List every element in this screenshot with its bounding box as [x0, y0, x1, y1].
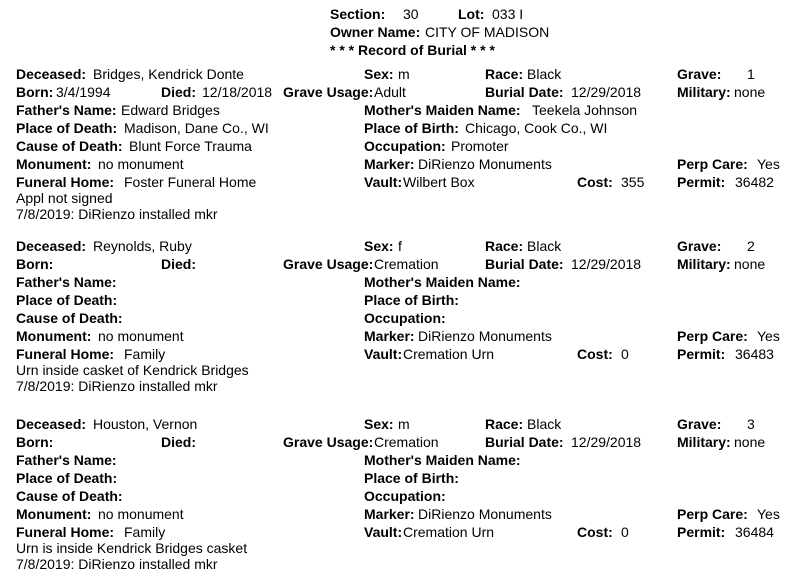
- place-of-birth-value: Chicago, Cook Co., WI: [465, 120, 608, 136]
- record-note-install: 7/8/2019: DiRienzo installed mkr: [16, 378, 218, 394]
- race-value: Black: [527, 66, 562, 82]
- perp-care-label: Perp Care:: [677, 156, 748, 172]
- born-label: Born:: [16, 256, 54, 272]
- grave-value: 1: [747, 66, 755, 82]
- place-of-death-label: Place of Death:: [16, 470, 118, 486]
- section-label: Section:: [330, 6, 386, 22]
- permit-label: Permit:: [677, 346, 726, 362]
- place-of-death-value: Madison, Dane Co., WI: [124, 120, 269, 136]
- grave-usage-value: Cremation: [374, 434, 439, 450]
- deceased-label: Deceased:: [16, 238, 87, 254]
- cost-label: Cost:: [577, 174, 613, 190]
- race-value: Black: [527, 416, 562, 432]
- fathers-name-label: Father's Name:: [16, 102, 117, 118]
- mothers-maiden-name-label: Mother's Maiden Name:: [364, 452, 521, 468]
- grave-usage-value: Adult: [374, 84, 406, 100]
- born-label: Born:: [16, 434, 54, 450]
- vault-label: Vault:: [364, 524, 403, 540]
- permit-label: Permit:: [677, 174, 726, 190]
- sex-value: m: [398, 416, 410, 432]
- mothers-maiden-name-label: Mother's Maiden Name:: [364, 102, 521, 118]
- monument-label: Monument:: [16, 328, 92, 344]
- occupation-label: Occupation:: [364, 310, 446, 326]
- burial-date-label: Burial Date:: [485, 84, 564, 100]
- burial-date-value: 12/29/2018: [571, 84, 641, 100]
- marker-value: DiRienzo Monuments: [418, 506, 552, 522]
- occupation-label: Occupation:: [364, 488, 446, 504]
- sex-value: f: [398, 238, 402, 254]
- marker-label: Marker:: [364, 506, 415, 522]
- grave-value: 2: [747, 238, 755, 254]
- cost-value: 355: [621, 174, 645, 190]
- perp-care-value: Yes: [757, 506, 780, 522]
- vault-label: Vault:: [364, 346, 403, 362]
- cost-value: 0: [621, 524, 629, 540]
- place-of-birth-label: Place of Birth:: [364, 120, 459, 136]
- sex-value: m: [398, 66, 410, 82]
- permit-value: 36483: [735, 346, 774, 362]
- funeral-home-label: Funeral Home:: [16, 174, 115, 190]
- mothers-maiden-name-label: Mother's Maiden Name:: [364, 274, 521, 290]
- military-value: none: [734, 84, 766, 100]
- owner-name-label: Owner Name:: [330, 24, 421, 40]
- cause-of-death-label: Cause of Death:: [16, 310, 123, 326]
- place-of-death-label: Place of Death:: [16, 120, 118, 136]
- occupation-value: Promoter: [451, 138, 509, 154]
- monument-value: no monument: [98, 156, 184, 172]
- military-value: none: [734, 434, 766, 450]
- place-of-birth-label: Place of Birth:: [364, 292, 459, 308]
- race-value: Black: [527, 238, 562, 254]
- grave-label: Grave:: [677, 66, 722, 82]
- burial-record: [0, 66, 800, 226]
- marker-label: Marker:: [364, 156, 415, 172]
- vault-value: Wilbert Box: [403, 174, 475, 190]
- cause-of-death-label: Cause of Death:: [16, 138, 123, 154]
- grave-usage-label: Grave Usage:: [283, 434, 374, 450]
- vault-value: Cremation Urn: [403, 524, 495, 540]
- marker-label: Marker:: [364, 328, 415, 344]
- permit-value: 36482: [735, 174, 774, 190]
- sex-label: Sex:: [364, 238, 394, 254]
- record-note: Appl not signed: [16, 190, 113, 206]
- deceased-value: Reynolds, Ruby: [93, 238, 192, 254]
- born-value: 3/4/1994: [56, 84, 111, 100]
- grave-usage-value: Cremation: [374, 256, 439, 272]
- mothers-maiden-name-value: Teekela Johnson: [532, 102, 638, 118]
- fathers-name-label: Father's Name:: [16, 274, 117, 290]
- grave-usage-label: Grave Usage:: [283, 84, 374, 100]
- died-value: 12/18/2018: [202, 84, 273, 100]
- perp-care-value: Yes: [757, 328, 780, 344]
- funeral-home-label: Funeral Home:: [16, 346, 115, 362]
- burial-record: [0, 238, 800, 398]
- monument-value: no monument: [98, 506, 184, 522]
- occupation-label: Occupation:: [364, 138, 446, 154]
- deceased-label: Deceased:: [16, 416, 87, 432]
- owner-name-value: CITY OF MADISON: [425, 24, 550, 40]
- record-note: Urn inside casket of Kendrick Bridges: [16, 362, 249, 378]
- monument-label: Monument:: [16, 506, 92, 522]
- race-label: Race:: [485, 238, 524, 254]
- monument-label: Monument:: [16, 156, 92, 172]
- record-note-install: 7/8/2019: DiRienzo installed mkr: [16, 556, 218, 572]
- died-label: Died:: [161, 84, 196, 100]
- lot-label: Lot:: [458, 6, 485, 22]
- section-value: 30: [403, 6, 419, 22]
- race-label: Race:: [485, 66, 524, 82]
- marker-value: DiRienzo Monuments: [418, 156, 552, 172]
- deceased-value: Houston, Vernon: [93, 416, 198, 432]
- monument-value: no monument: [98, 328, 184, 344]
- place-of-birth-label: Place of Birth:: [364, 470, 459, 486]
- funeral-home-label: Funeral Home:: [16, 524, 115, 540]
- deceased-value: Bridges, Kendrick Donte: [93, 66, 244, 82]
- record-note: Urn is inside Kendrick Bridges casket: [16, 540, 248, 556]
- lot-value: 033 I: [492, 6, 524, 22]
- deceased-label: Deceased:: [16, 66, 87, 82]
- fathers-name-label: Father's Name:: [16, 452, 117, 468]
- grave-value: 3: [747, 416, 755, 432]
- burial-date-value: 12/29/2018: [571, 434, 641, 450]
- marker-value: DiRienzo Monuments: [418, 328, 552, 344]
- military-label: Military:: [677, 434, 731, 450]
- perp-care-label: Perp Care:: [677, 328, 748, 344]
- record-title: * * * Record of Burial * * *: [330, 42, 495, 58]
- funeral-home-value: Family: [124, 524, 166, 540]
- sex-label: Sex:: [364, 66, 394, 82]
- permit-label: Permit:: [677, 524, 726, 540]
- vault-label: Vault:: [364, 174, 403, 190]
- grave-label: Grave:: [677, 238, 722, 254]
- fathers-name-value: Edward Bridges: [121, 102, 220, 118]
- race-label: Race:: [485, 416, 524, 432]
- perp-care-value: Yes: [757, 156, 780, 172]
- burial-date-label: Burial Date:: [485, 256, 564, 272]
- cause-of-death-label: Cause of Death:: [16, 488, 123, 504]
- cause-of-death-value: Blunt Force Trauma: [129, 138, 252, 154]
- military-label: Military:: [677, 84, 731, 100]
- died-label: Died:: [161, 256, 196, 272]
- cost-value: 0: [621, 346, 629, 362]
- military-value: none: [734, 256, 766, 272]
- permit-value: 36484: [735, 524, 774, 540]
- place-of-death-label: Place of Death:: [16, 292, 118, 308]
- record-note-install: 7/8/2019: DiRienzo installed mkr: [16, 206, 218, 222]
- funeral-home-value: Foster Funeral Home: [124, 174, 257, 190]
- grave-usage-label: Grave Usage:: [283, 256, 374, 272]
- born-label: Born:: [16, 84, 54, 100]
- military-label: Military:: [677, 256, 731, 272]
- burial-date-value: 12/29/2018: [571, 256, 641, 272]
- died-label: Died:: [161, 434, 196, 450]
- funeral-home-value: Family: [124, 346, 166, 362]
- cost-label: Cost:: [577, 524, 613, 540]
- sex-label: Sex:: [364, 416, 394, 432]
- cost-label: Cost:: [577, 346, 613, 362]
- vault-value: Cremation Urn: [403, 346, 495, 362]
- perp-care-label: Perp Care:: [677, 506, 748, 522]
- burial-record: [0, 416, 800, 576]
- grave-label: Grave:: [677, 416, 722, 432]
- burial-date-label: Burial Date:: [485, 434, 564, 450]
